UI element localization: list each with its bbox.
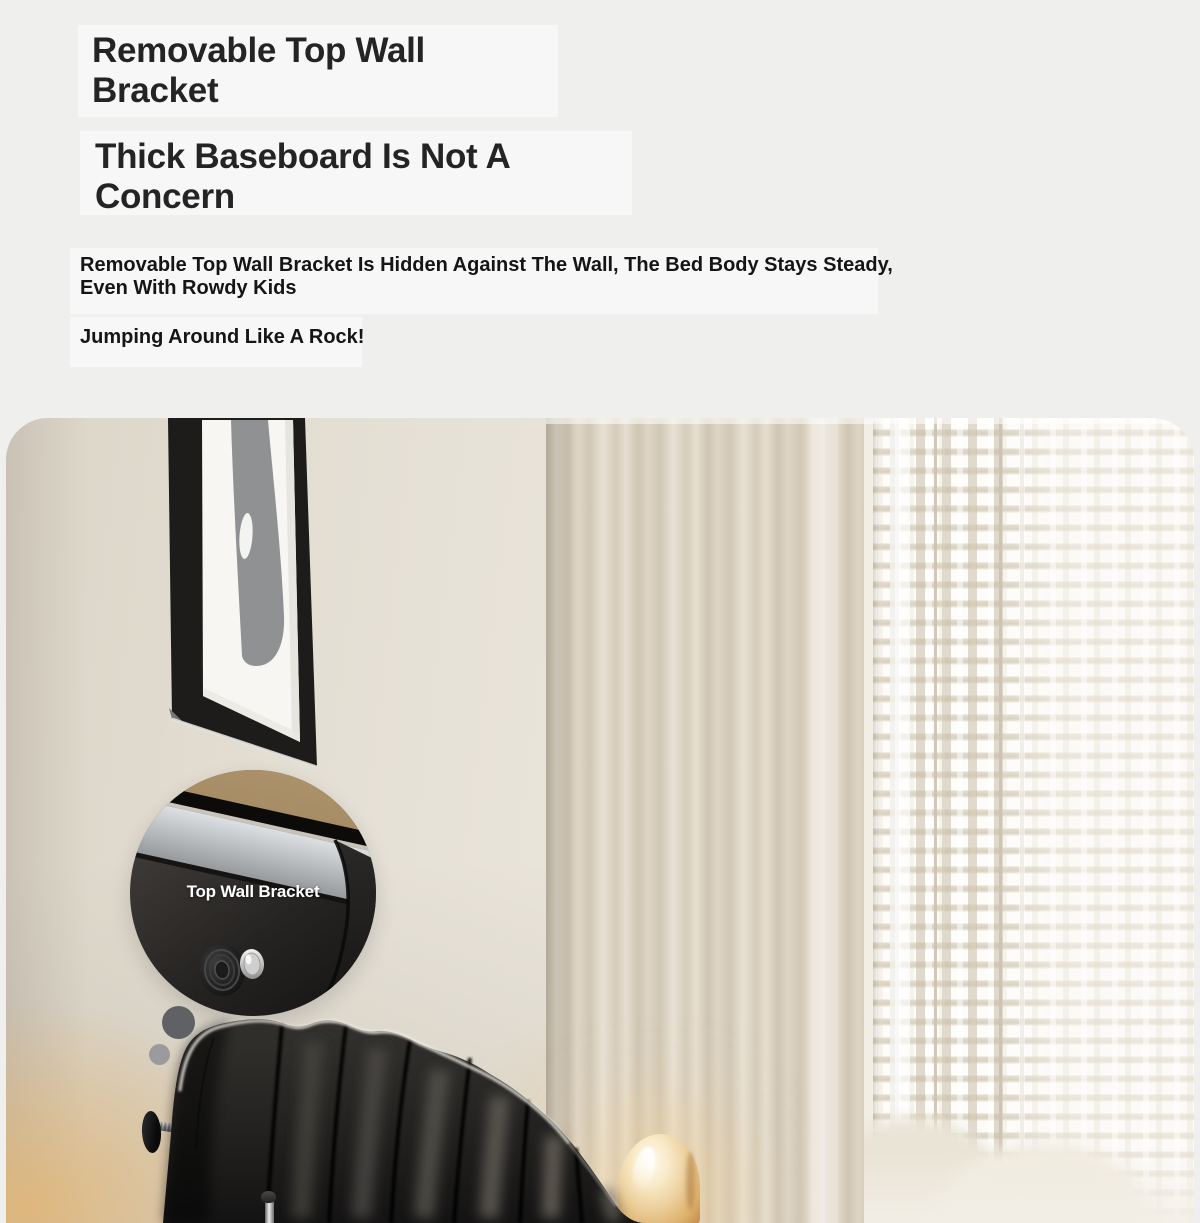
heading2-line2: Concern: [95, 177, 235, 216]
body-paragraph-1: [80, 254, 893, 300]
body-paragraph-2: [80, 326, 364, 349]
callout-dot-large: [162, 1006, 195, 1039]
paragraph1-line1: Removable Top Wall Bracket Is Hidden Against The Wall, The Bed Body Stays Steady,: [80, 254, 893, 276]
curtain-edge-shadow: [546, 418, 576, 1223]
blind-cord: [934, 418, 937, 1223]
channel-seams: [267, 1024, 582, 1223]
headboard-adjuster-pin: [265, 1201, 274, 1223]
heading-primary: [92, 31, 425, 111]
wall-bracket-disc: [141, 1111, 162, 1154]
abstract-figure: [231, 420, 284, 666]
detail-callout-circle: [130, 770, 376, 1016]
heading-secondary: [95, 137, 510, 217]
blind-cord: [999, 418, 1002, 1223]
heading1-line1: Removable Top Wall: [92, 31, 425, 70]
linen-curtain: [546, 418, 864, 1223]
callout-label: Top Wall Bracket: [186, 882, 320, 901]
rim-light: [180, 1021, 568, 1142]
sheer-curtain: [864, 418, 1194, 1223]
heading1-line2: Bracket: [92, 71, 219, 110]
window-frame-bar: [864, 418, 873, 1223]
headboard-stitch-seam: [196, 1038, 214, 1148]
paragraph2-line1: Jumping Around Like A Rock!: [80, 326, 365, 348]
headboard-adjuster-pin-cap: [261, 1191, 276, 1203]
heading2-line1: Thick Baseboard Is Not A: [95, 137, 511, 176]
frame-border: [168, 418, 317, 767]
curtain-rod-valance: [546, 418, 1194, 424]
paragraph1-line2: Even With Rowdy Kids: [80, 277, 297, 299]
lamp-specular-highlight: [629, 1144, 660, 1193]
callout-dot-small: [149, 1044, 170, 1065]
frame-mat: [202, 420, 300, 742]
curtain-highlight-fold: [806, 418, 840, 1223]
bedroom-photo: [6, 418, 1194, 1223]
window-blinds: [864, 418, 1194, 1223]
